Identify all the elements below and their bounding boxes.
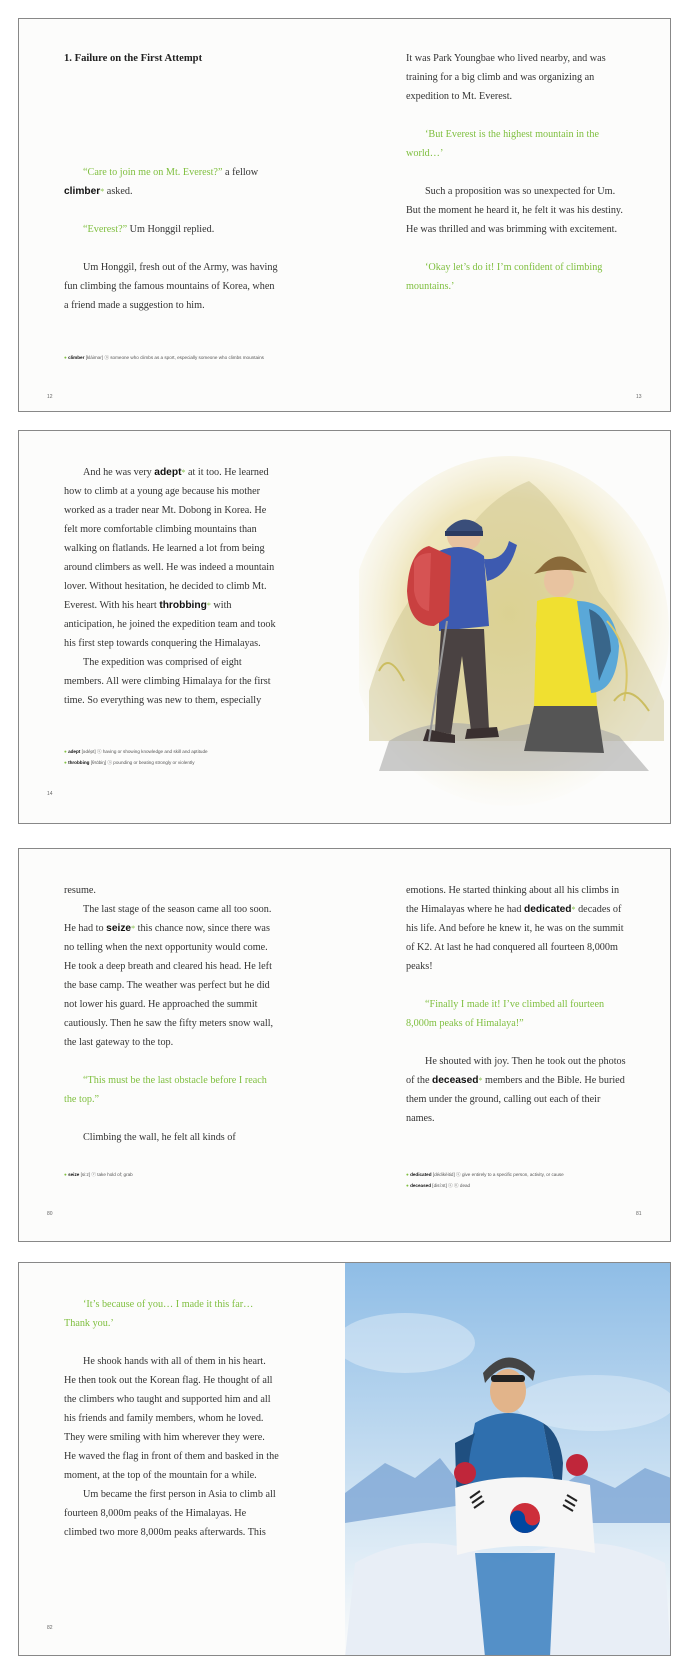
vocab-star-icon: * [131,924,136,933]
book-spread-4 [18,1262,671,1656]
left-page-text [64,49,279,315]
dialogue-line: ‘It’s because of you… I made it this far… Thank you.’ [64,1299,254,1329]
illustration-two-climbers [359,441,671,821]
page-number: 12 [47,394,53,400]
chapter-title: 1. Failure on the First Attempt [64,53,203,64]
paragraph: The expedition was comprised of eight members. All were climbing Himalaya for the first time. So everything was new to them, especially [64,657,271,706]
paragraph: emotions. He started thinking about all his climbs in the Himalayas where he had dedicated* decades of his life. And before he knew it, he was on the summit of K2. At last he had conquered all fourteen 8,000m peaks! [406,885,624,972]
vocab-star-icon: * [478,1076,483,1085]
page-number: 14 [47,791,53,797]
left-page-text [64,1295,279,1542]
vocab-star-icon: * [181,468,186,477]
dialogue-line: “Finally I made it! I’ve climbed all fourteen 8,000m peaks of Himalaya!” [406,999,605,1029]
paragraph: He shook hands with all of them in his heart. He then took out the Korean flag. He thought of all the climbers who taught and supported him and all his friends and family members, whom he loved. They were smiling with him wherever they were. He waved the flag in front of them and basked in the moment, at the top of the mountain for a while. [64,1356,279,1481]
dialogue-line: “Care to join me on Mt. Everest?” a fellow climber* asked. [64,167,259,197]
paragraph: resume. [64,885,96,896]
footnote: ● dedicated [dédikèitid] ⓐ give entirely to a specific person, activity, or cause ● deceased [disí:st] ⓐ ⓝ dead [406,1172,564,1188]
vocab-word: seize [106,923,132,934]
vocab-word: deceased [432,1075,479,1086]
dialogue-line: “Everest?” Um Honggil replied. [83,224,215,235]
footnote: ● climber [kláimər] ⓝ someone who climbs as a sport, especially someone who climbs mountains [64,355,264,360]
right-page-text [406,881,626,1128]
book-spread-3 [18,848,671,1242]
left-page-text [64,881,279,1147]
vocab-word: throbbing [159,600,207,611]
dialogue-line: ‘But Everest is the highest mountain in the world…’ [406,129,600,159]
right-page-text [406,49,626,296]
paragraph: Climbing the wall, he felt all kinds of [83,1132,236,1143]
vocab-word: adept [154,467,182,478]
page-number: 81 [636,1211,642,1217]
footnote: ● seize [si:z] ⓥ take hold of; grab [64,1172,133,1177]
vocab-star-icon: * [100,187,105,196]
left-page-text [64,463,279,710]
footnote: ● adept [ədépt] ⓐ having or showing knowledge and skill and aptitude ● throbbing [θrɑ́biŋ] ⓐ pounding or beating strongly or violently [64,749,208,765]
paragraph: And he was very adept* at it too. He learned how to climb at a young age because his mother worked as a trader near Mt. Dobong in Korea. He felt more comfortable climbing mountains than walking on flatlands. He learned a lot from being around climbers as well. He was indeed a mountain lover. Without hesitation, he decided to climb Mt. Everest. With his heart throbbing* with anticipation, he joined the expedition team and took his first step towards conquering the Himalayas. [64,467,276,649]
vocab-star-icon: * [571,905,576,914]
dialogue-line: “This must be the last obstacle before I reach the top.” [64,1075,267,1105]
paragraph: The last stage of the season came all too soon. He had to seize* this chance now, since there was no telling when the next opportunity would come. He took a deep breath and cleared his head. He left the base camp. The weather was perfect but he did not lower his guard. He approached the summit cautiously. Then he saw the fifty meters snow wall, the last gateway to the top. [64,904,274,1048]
page-number: 13 [636,394,642,400]
paragraph: It was Park Youngbae who lived nearby, and was training for a big climb and was organizing an expedition to Mt. Everest. [406,53,606,102]
page-number: 80 [47,1211,53,1217]
vocab-star-icon: * [206,601,211,610]
paragraph: Um became the first person in Asia to climb all fourteen 8,000m peaks of the Himalayas. He climbed two more 8,000m peaks afterwards. This [64,1489,276,1538]
book-spread-1 [18,18,671,412]
page-number: 82 [47,1625,53,1631]
book-spread-2 [18,430,671,824]
vocab-word: climber [64,186,101,197]
vocab-word: dedicated [523,904,572,915]
dialogue-line: ‘Okay let’s do it! I’m confident of climbing mountains.’ [406,262,603,292]
paragraph: Such a proposition was so unexpected for Um. But the moment he heard it, he felt it was his destiny. He was thrilled and was brimming with excitement. [406,186,623,235]
paragraph: Um Honggil, fresh out of the Army, was having fun climbing the famous mountains of Korea, when a friend made a suggestion to him. [64,262,278,311]
illustration-climber-with-flag [345,1263,671,1656]
paragraph: He shouted with joy. Then he took out the photos of the deceased* members and the Bible. He buried them under the ground, calling out each of their names. [406,1056,626,1124]
